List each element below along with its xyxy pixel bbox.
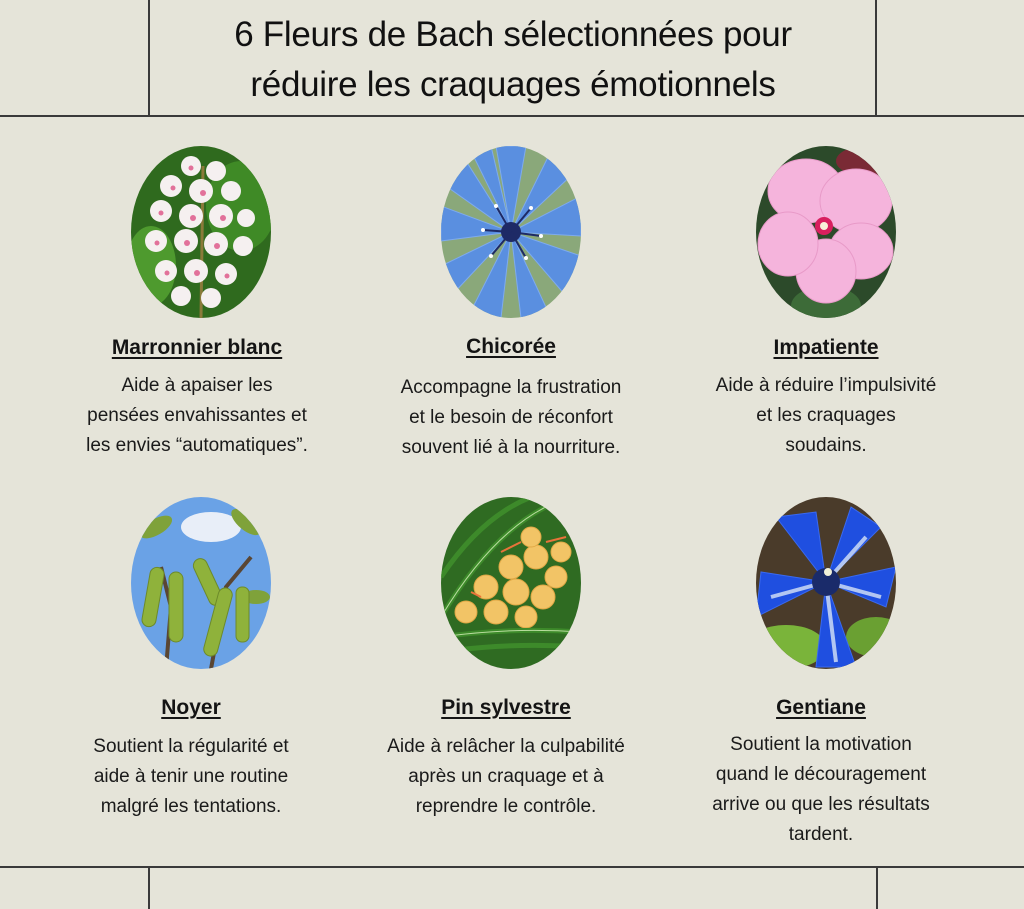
desc-line: arrive ou que les résultats xyxy=(712,794,930,815)
desc-line: aide à tenir une routine xyxy=(93,766,289,787)
flower-name-gentiane: Gentiane xyxy=(776,696,866,719)
desc-line: Aide à apaiser les xyxy=(121,375,273,396)
white-chestnut-image xyxy=(131,146,271,318)
gentian-image xyxy=(756,497,896,669)
scots-pine-image xyxy=(441,497,581,669)
desc-line: après un craquage et à xyxy=(408,766,604,787)
desc-line: quand le découragement xyxy=(715,764,927,785)
flower-name-noyer: Noyer xyxy=(161,696,221,719)
desc-line: Soutient la motivation xyxy=(730,734,912,755)
flower-desc-gentiane xyxy=(676,730,966,850)
desc-line: les envies “automatiques”. xyxy=(86,435,308,456)
title-line-1: 6 Fleurs de Bach sélectionnées pour xyxy=(234,15,792,54)
desc-line: et les craquages xyxy=(756,405,896,426)
title-line-2: réduire les craquages émotionnels xyxy=(250,65,776,104)
frame-line-bottom-left xyxy=(148,867,150,909)
desc-line: Aide à réduire l’impulsivité xyxy=(715,375,937,396)
flower-name-marronnier-blanc: Marronnier blanc xyxy=(111,336,283,359)
flower-name-pin-sylvestre: Pin sylvestre xyxy=(441,696,571,719)
desc-line: reprendre le contrôle. xyxy=(415,796,597,817)
flower-desc-chicoree xyxy=(366,373,656,463)
page-title xyxy=(150,10,876,110)
flower-desc-marronnier-blanc xyxy=(52,371,342,461)
frame-line-header-bottom xyxy=(0,115,1024,117)
desc-line: Accompagne la frustration xyxy=(400,377,622,398)
desc-line: Soutient la régularité et xyxy=(93,736,289,757)
frame-line-bottom-right xyxy=(876,867,878,909)
desc-line: Aide à relâcher la culpabilité xyxy=(387,736,625,757)
flower-name-chicoree: Chicorée xyxy=(466,335,556,358)
chicory-image xyxy=(441,146,581,318)
desc-line: tardent. xyxy=(788,824,854,845)
desc-line: soudains. xyxy=(785,435,867,456)
flower-name-impatiente: Impatiente xyxy=(773,336,879,359)
frame-line-footer-top xyxy=(0,866,1024,868)
impatiens-image xyxy=(756,146,896,318)
desc-line: malgré les tentations. xyxy=(100,796,282,817)
desc-line: et le besoin de réconfort xyxy=(409,407,613,428)
flower-desc-impatiente xyxy=(681,371,971,461)
walnut-image xyxy=(131,497,271,669)
flower-desc-pin-sylvestre xyxy=(361,732,651,822)
flower-desc-noyer xyxy=(46,732,336,822)
desc-line: pensées envahissantes et xyxy=(87,405,307,426)
desc-line: souvent lié à la nourriture. xyxy=(401,437,621,458)
